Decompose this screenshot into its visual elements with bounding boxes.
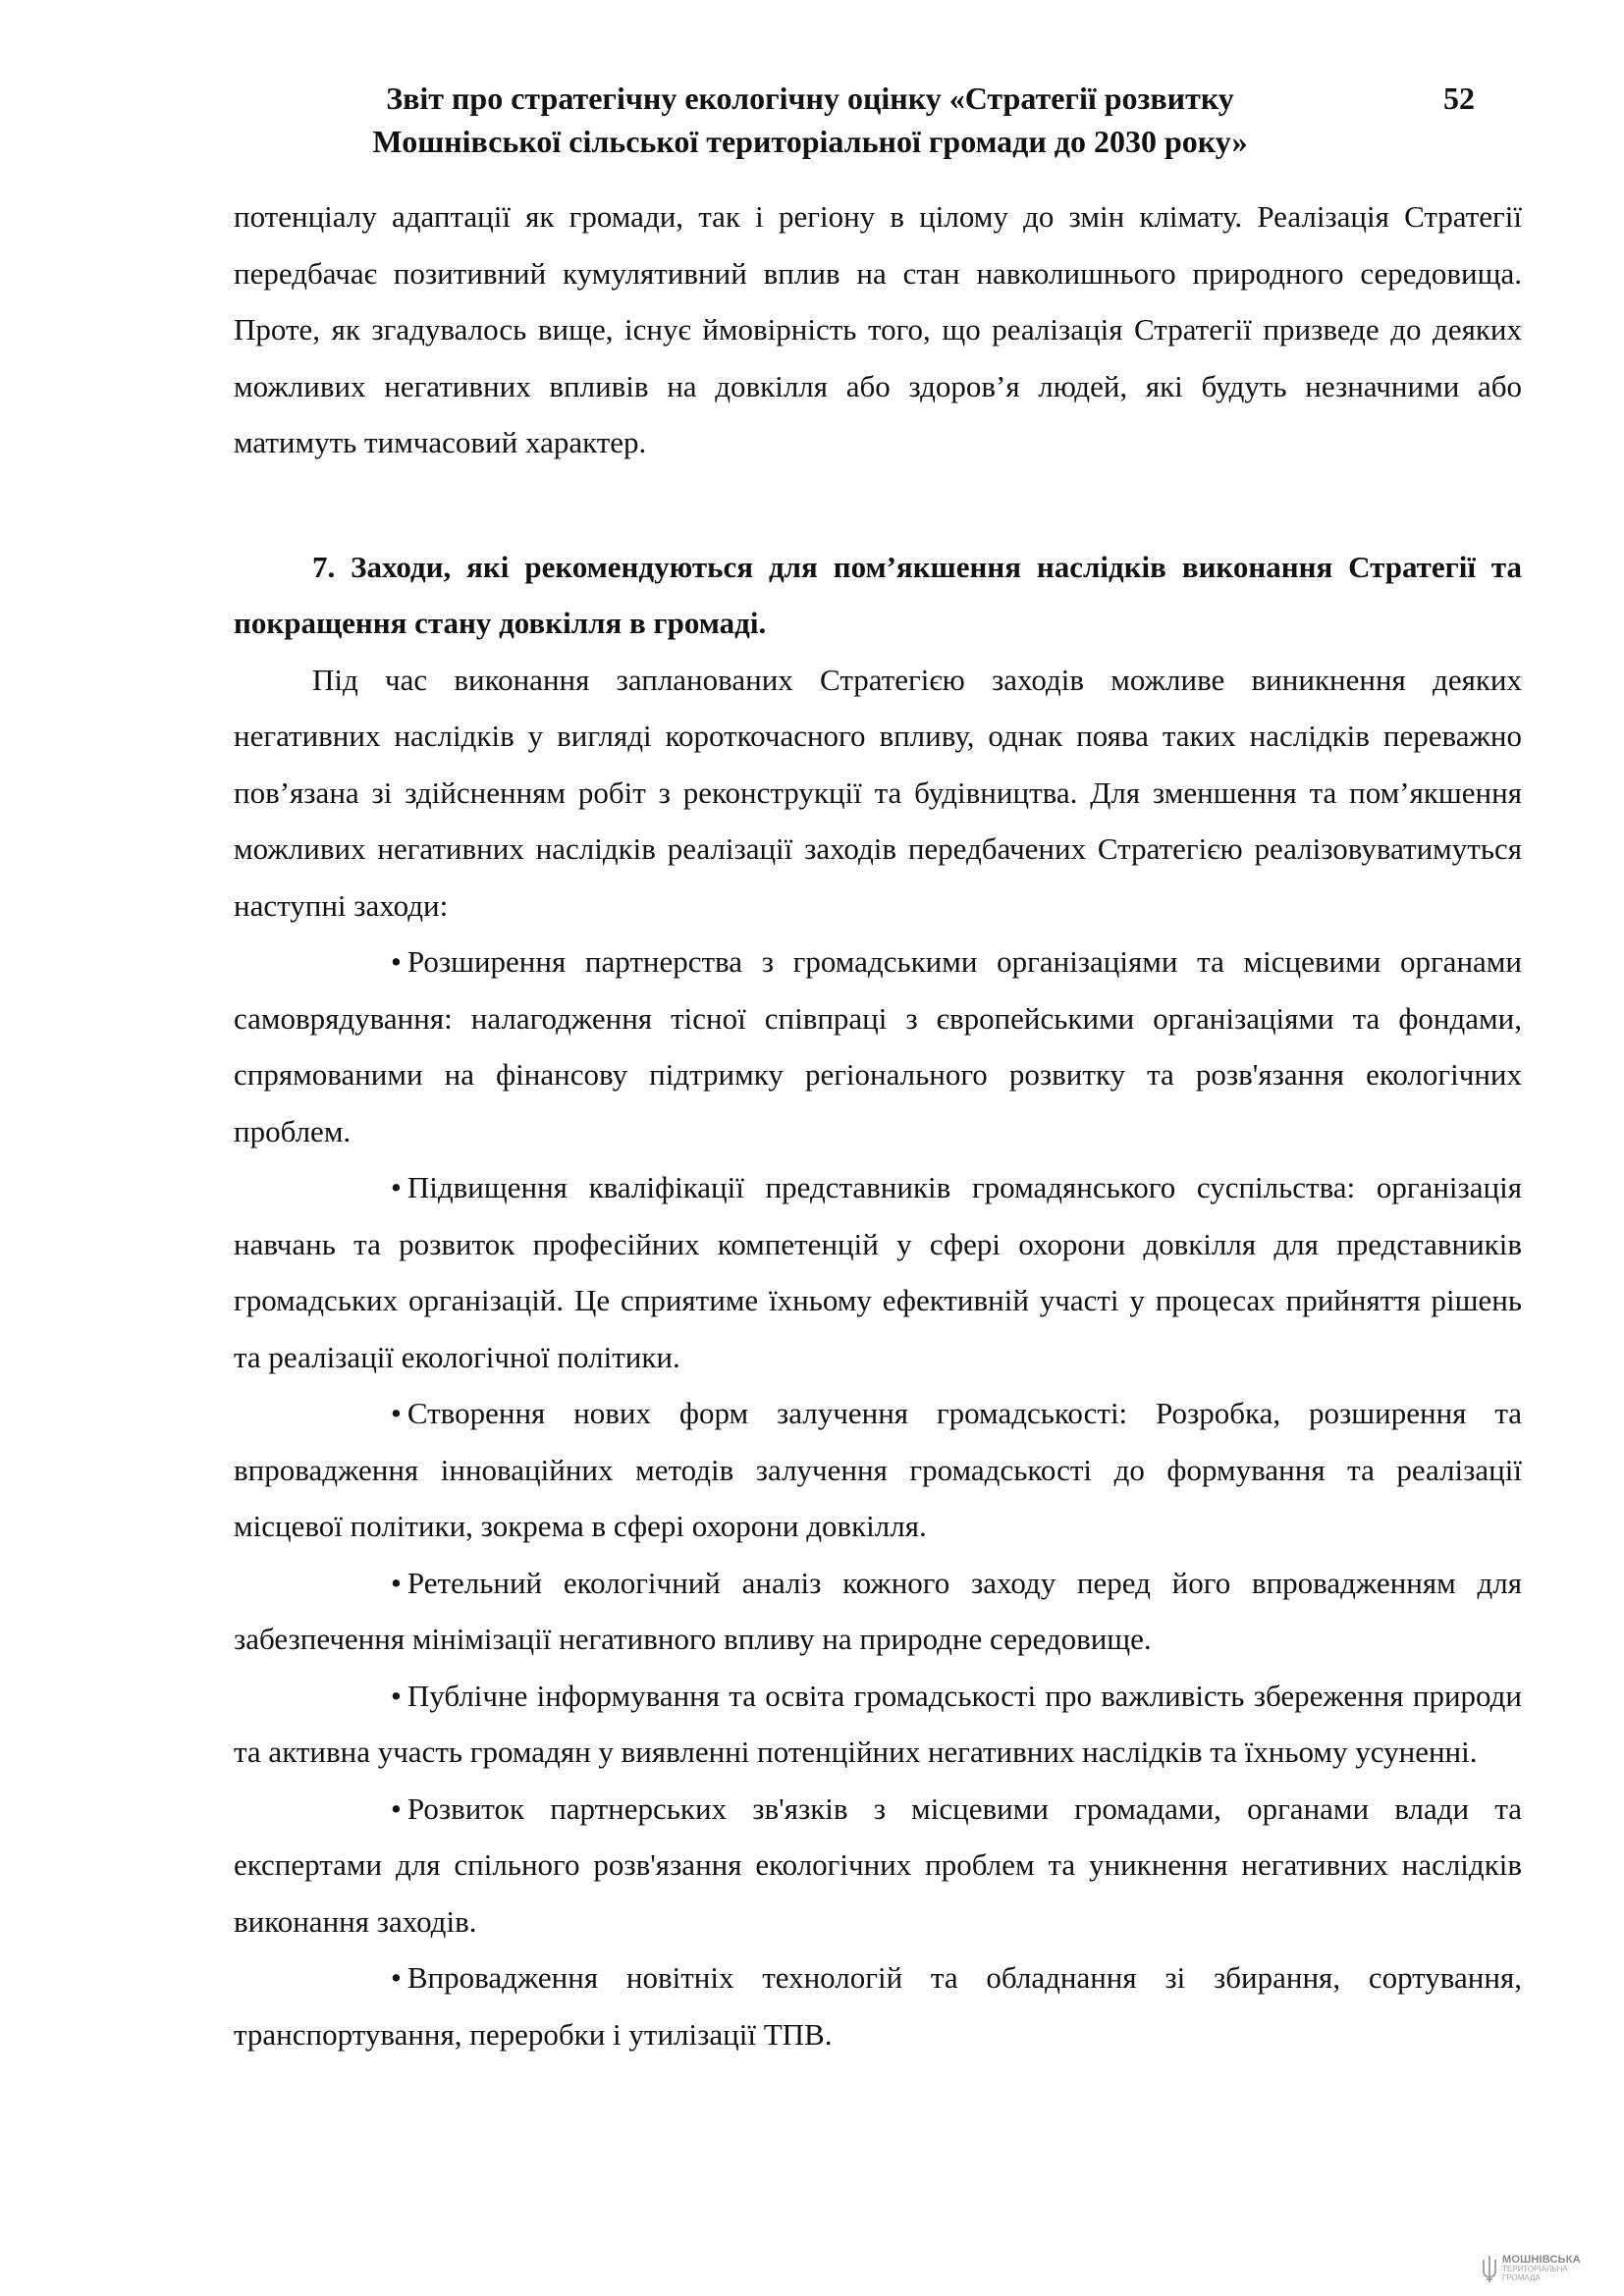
bullet-item: [234, 1781, 1522, 1950]
trident-icon: [1481, 2254, 1498, 2283]
bullet-text: Розширення партнерства з громадськими організаціями та місцевими органами самоврядування: налагодження тісної співпраці з європейськими організаціями та фондами, спрямованими на фінансову підтримку регіонального розвитку та розв'язання екологічних проблем.: [234, 944, 1522, 1148]
bullet-text: Підвищення кваліфікації представників громадянського суспільства: організація навчань та розвиток професійних компетенцій у сфері охорони довкілля для представників громадських організацій. Це сприятиме їхньому ефективній участі у процесах прийняття рішень та реалізації екологічної політики.: [234, 1170, 1522, 1374]
bullet-icon: •: [391, 1396, 402, 1430]
community-logo: [1481, 2254, 1581, 2283]
section-paragraph: Під час виконання запланованих Стратегією заходів можливе виникнення деяких негативних наслідків у вигляді короткочасного впливу, однак поява таких наслідків переважно пов’язана зі здійсненням робіт з реконструкції та будівництва. Для зменшення та пом’якшення можливих негативних наслідків реалізації заходів передбачених Стратегією реалізовуватимуться наступні заходи:: [234, 662, 1522, 923]
document-body: [234, 188, 1522, 2062]
bullet-item: [234, 1159, 1522, 1385]
bullet-item: [234, 934, 1522, 1159]
bullet-text: Розвиток партнерських зв'язків з місцевими громадами, органами влади та експертами для спільного розв'язання екологічних проблем та уникнення негативних наслідків виконання заходів.: [234, 1790, 1522, 1939]
bullet-icon: •: [391, 944, 402, 979]
bullet-icon: •: [391, 1960, 402, 1995]
section-spacer: [234, 471, 1522, 539]
bullet-icon: •: [391, 1170, 402, 1204]
header-title-line-1: Звіт про стратегічну екологічну оцінку «Стратегії розвитку: [386, 80, 1234, 116]
bullet-item: [234, 1949, 1522, 2062]
section-heading: 7. Заходи, які рекомендуються для пом’якшення наслідків виконання Стратегії та покращення стану довкілля в громаді.: [234, 549, 1522, 640]
bullet-icon: •: [391, 1678, 402, 1713]
bullet-item: [234, 1668, 1522, 1781]
bullet-item: [234, 1555, 1522, 1668]
logo-line-3: ГРОМАДА: [1502, 2272, 1541, 2282]
header-title-line-2: Мошнівської сільської територіальної громади до 2030 року»: [372, 124, 1248, 159]
logo-line-2: ТЕРИТОРІАЛЬНА: [1502, 2264, 1568, 2273]
logo-name: МОШНІВСЬКА: [1502, 2253, 1581, 2266]
bullet-text: Ретельний екологічний аналіз кожного заходу перед його впровадженням для забезпечення мінімізації негативного впливу на природне середовище.: [234, 1565, 1522, 1656]
page-number: 52: [1443, 80, 1475, 116]
bullet-text: Впровадження новітніх технологій та обладнання зі збирання, сортування, транспортування, переробки і утилізації ТПВ.: [234, 1960, 1522, 2052]
bullet-list: [234, 934, 1522, 2062]
bullet-text: Публічне інформування та освіта громадськості про важливість збереження природи та активна участь громадян у виявленні потенційних негативних наслідків та їхньому усуненні.: [234, 1678, 1522, 1769]
bullet-text: Створення нових форм залучення громадськості: Розробка, розширення та впровадження інноваційних методів залучення громадськості до формування та реалізації місцевої політики, зокрема в сфері охорони довкілля.: [234, 1396, 1522, 1543]
bullet-icon: •: [391, 1790, 402, 1826]
document-header: [236, 77, 1384, 163]
intro-paragraph: потенціалу адаптації як громади, так і регіону в цілому до змін клімату. Реалізація Стратегії передбачає позитивний кумулятивний вплив на стан навколишнього природного середовища. Проте, як згадувалось вище, існує ймовірність того, що реалізація Стратегії призведе до деяких можливих негативних впливів на довкілля або здоров’я людей, які будуть незначними або матимуть тимчасовий характер.: [234, 199, 1522, 459]
bullet-icon: •: [391, 1565, 402, 1600]
bullet-item: [234, 1385, 1522, 1555]
